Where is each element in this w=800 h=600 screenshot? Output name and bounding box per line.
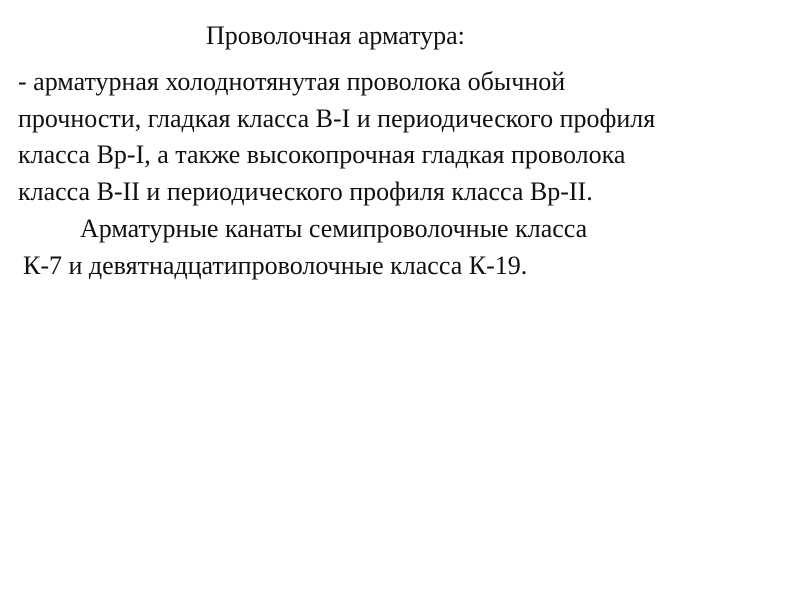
paragraph-line: Арматурные канаты семипроволочные класса: [80, 214, 588, 243]
slide-title: Проволочная арматура:: [206, 21, 465, 50]
paragraph-line: прочности, гладкая класса В-I и периодического профиля: [18, 103, 656, 133]
paragraph-wire-reinforcement: [18, 64, 788, 210]
paragraph-ropes: [18, 211, 788, 284]
paragraph-line: класса Вр-I, а также высокопрочная гладкая проволока: [18, 140, 626, 169]
paragraph-line: класса В-II и периодического профиля класса Вр-II.: [18, 176, 593, 206]
paragraph-line: - арматурная холоднотянутая проволока обычной: [18, 67, 566, 96]
paragraph-line: К-7 и девятнадцатипроволочные класса К-19.: [23, 250, 528, 280]
